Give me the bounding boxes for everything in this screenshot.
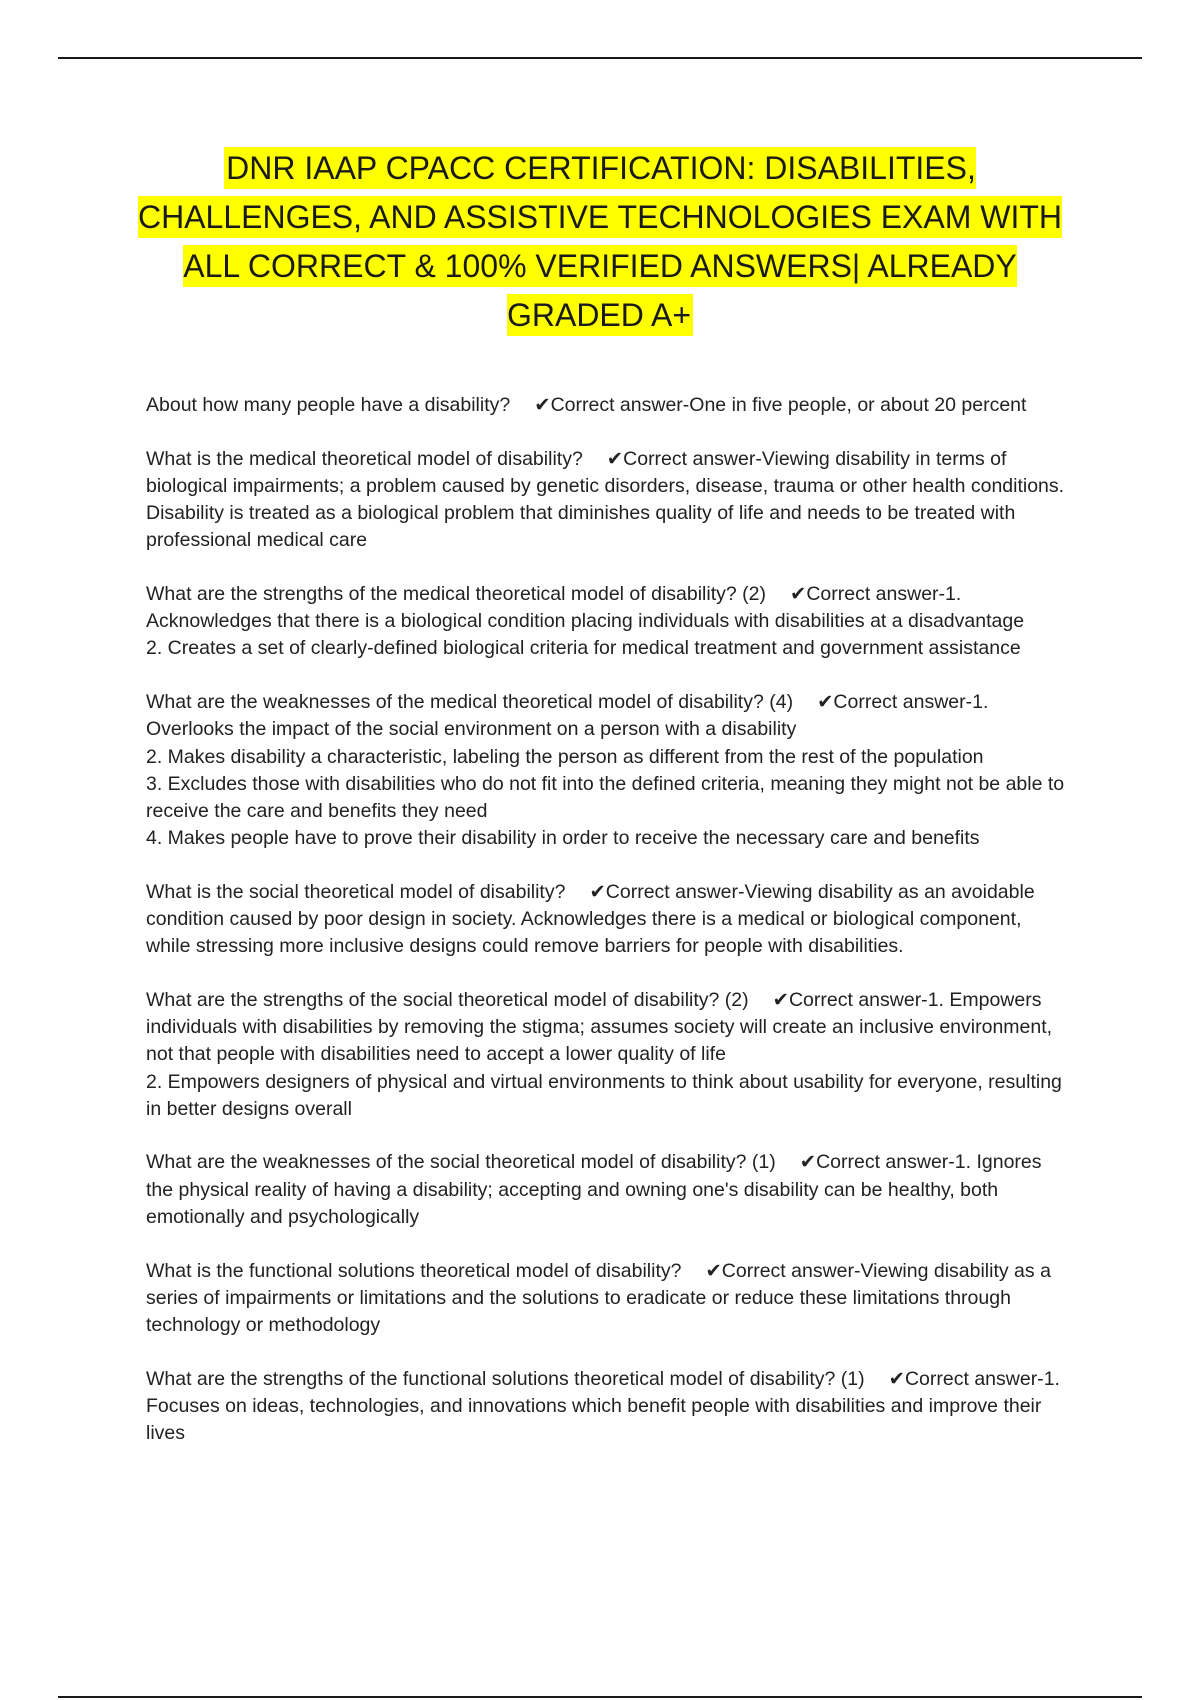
top-rule	[58, 57, 1142, 59]
qa-item	[146, 689, 1066, 852]
qa-item	[146, 879, 1066, 961]
answer-prefix: ✔Correct answer-	[789, 583, 946, 606]
qa-item	[146, 392, 1066, 419]
question-text: What are the weaknesses of the medical theoretical model of disability? (4)	[146, 691, 794, 714]
bottom-rule	[58, 1696, 1142, 1698]
question-text: What is the medical theoretical model of disability?	[146, 447, 583, 470]
qa-item	[146, 987, 1066, 1123]
question-text: What are the weaknesses of the social theoretical model of disability? (1)	[146, 1151, 776, 1174]
question-text: About how many people have a disability?	[146, 394, 511, 416]
answer-prefix: ✔Correct answer-	[799, 1151, 955, 1174]
question-text: What are the strengths of the social theoretical model of disability? (2)	[146, 988, 749, 1011]
document-title	[120, 144, 1080, 340]
answer-prefix: ✔Correct answer-	[888, 1367, 1044, 1390]
answer-prefix: ✔Correct answer-	[817, 691, 973, 714]
qa-item	[146, 446, 1066, 555]
answer-prefix: ✔Correct answer-	[772, 988, 928, 1011]
qa-item	[146, 1258, 1066, 1340]
qa-item	[146, 581, 1066, 663]
qa-list	[146, 392, 1066, 1474]
answer-prefix: ✔Correct answer-	[705, 1259, 861, 1282]
answer-text: 1. Focuses on ideas, technologies, and innovations which benefit people with disabilities and improve their lives	[146, 1367, 1060, 1445]
answer-text: 1. Empowers individuals with disabilities by removing the stigma; assumes society will create an inclusive environment, not that people with disabilities need to accept a lower quality of life 2. Empowers designers of physical and virtual environments to think about usability for everyone, resulting in better designs overall	[146, 988, 1062, 1120]
title-highlight: DNR IAAP CPACC CERTIFICATION: DISABILITIES, CHALLENGES, AND ASSISTIVE TECHNOLOGIES EXAM WITH ALL CORRECT & 100% VERIFIED ANSWERS| ALREADY GRADED A+	[138, 147, 1062, 336]
question-text: What is the social theoretical model of disability?	[146, 880, 566, 903]
qa-item	[146, 1149, 1066, 1231]
answer-text: One in five people, or about 20 percent	[689, 394, 1027, 416]
answer-text: 1. Acknowledges that there is a biological condition placing individuals with disabilities at a disadvantage 2. Creates a set of clearly-defined biological criteria for medical treatment and government assistance	[146, 583, 1025, 660]
question-text: What is the functional solutions theoretical model of disability?	[146, 1259, 682, 1282]
answer-prefix: ✔Correct answer-	[534, 394, 690, 416]
answer-text: Viewing disability as an avoidable condition caused by poor design in society. Acknowledges there is a medical or biological component, while stressing more inclusive designs could remove barriers for people with disabilities.	[146, 880, 1035, 958]
question-text: What are the strengths of the medical theoretical model of disability? (2)	[146, 583, 766, 606]
answer-prefix: ✔Correct answer-	[589, 880, 745, 903]
question-text: What are the strengths of the functional solutions theoretical model of disability? (1)	[146, 1367, 865, 1390]
answer-text: 1. Ignores the physical reality of having a disability; accepting and owning one's disability can be healthy, both emotionally and psychologically	[146, 1151, 1042, 1228]
answer-text: Viewing disability as a series of impairments or limitations and the solutions to eradicate or reduce these limitations through technology or methodology	[146, 1259, 1051, 1336]
answer-text: 1. Overlooks the impact of the social environment on a person with a disability 2. Makes disability a characteristic, labeling the person as different from the rest of the population 3. Excludes those with disabilities who do not fit into the defined criteria, meaning they might not be able to receive the care and benefits they need 4. Makes people have to prove their disability in order to receive the necessary care and benefits	[146, 691, 1065, 850]
qa-item	[146, 1366, 1066, 1448]
answer-text: Viewing disability in terms of biological impairments; a problem caused by genetic disorders, disease, trauma or other health conditions. Disability is treated as a biological problem that diminishes quality of life and needs to be treated with professional medical care	[146, 447, 1065, 552]
answer-prefix: ✔Correct answer-	[606, 447, 762, 470]
